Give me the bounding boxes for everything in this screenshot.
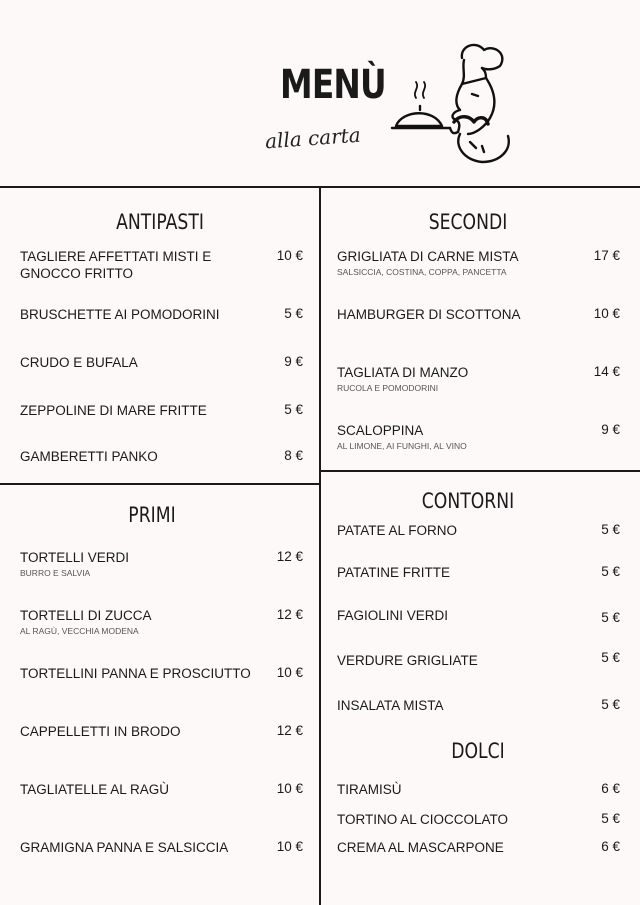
item-price: 10 € — [276, 781, 303, 796]
item-name: BRUSCHETTE AI POMODORINI — [20, 307, 220, 322]
item-description: SALSICCIA, COSTINA, COPPA, PANCETTA — [337, 267, 507, 277]
item-price: 12 € — [276, 723, 303, 738]
divider-vertical — [319, 186, 321, 905]
divider-left-middle — [0, 483, 319, 485]
list-item — [337, 422, 577, 452]
item-price: 6 € — [601, 839, 620, 854]
item-name: TORTINO AL CIOCCOLATO — [337, 812, 509, 827]
list-item — [337, 839, 577, 856]
section-title-dolci: DOLCI — [451, 739, 505, 763]
item-name: PATATE AL FORNO — [337, 523, 458, 538]
list-item — [20, 607, 260, 637]
item-description: RUCOLA E POMODORINI — [337, 383, 439, 393]
item-price: 5 € — [601, 564, 620, 579]
item-price: 5 € — [601, 697, 620, 712]
item-name: TORTELLI DI ZUCCA — [20, 608, 152, 623]
item-name: SCALOPPINA — [337, 423, 424, 438]
item-name: INSALATA MISTA — [337, 698, 444, 713]
item-name: CAPPELLETTI IN BRODO — [20, 724, 181, 739]
item-name: TORTELLINI PANNA E PROSCIUTTO — [20, 666, 251, 681]
list-item — [337, 364, 577, 394]
list-item — [337, 652, 577, 669]
list-item — [337, 781, 577, 798]
list-item — [337, 564, 577, 581]
list-item — [337, 306, 577, 323]
item-price: 10 € — [593, 306, 620, 321]
list-item — [20, 665, 260, 682]
list-item — [20, 839, 260, 856]
item-price: 8 € — [284, 448, 303, 463]
list-item — [337, 811, 577, 828]
item-price: 10 € — [276, 839, 303, 854]
item-price: 10 € — [276, 248, 303, 263]
item-name: CREMA AL MASCARPONE — [337, 840, 504, 855]
list-item — [20, 723, 260, 740]
list-item — [20, 354, 250, 371]
list-item — [20, 549, 260, 579]
item-name: TORTELLI VERDI — [20, 550, 130, 565]
list-item — [337, 697, 577, 714]
item-name: GRAMIGNA PANNA E SALSICCIA — [20, 840, 229, 855]
divider-right-middle — [319, 470, 640, 472]
item-name: FAGIOLINI VERDI — [337, 608, 449, 623]
menu-title: MENÙ — [280, 62, 386, 108]
list-item — [20, 402, 250, 419]
item-name: TIRAMISÙ — [337, 782, 402, 797]
list-item — [20, 448, 250, 465]
list-item — [20, 306, 250, 323]
list-item — [337, 607, 577, 624]
item-price: 17 € — [593, 248, 620, 263]
item-price: 5 € — [601, 811, 620, 826]
list-item — [337, 522, 577, 539]
item-name: TAGLIATA DI MANZO — [337, 365, 469, 380]
item-price: 5 € — [601, 650, 620, 665]
item-price: 5 € — [284, 402, 303, 417]
item-name: VERDURE GRIGLIATE — [337, 653, 478, 668]
menu-subtitle: alla carta — [264, 122, 362, 154]
chef-with-tray-icon — [390, 38, 518, 170]
item-name: HAMBURGER DI SCOTTONA — [337, 307, 521, 322]
section-title-secondi: SECONDI — [428, 210, 508, 234]
item-price: 5 € — [601, 610, 620, 625]
item-price: 9 € — [284, 354, 303, 369]
section-title-antipasti: ANTIPASTI — [116, 210, 204, 234]
section-title-contorni: CONTORNI — [421, 489, 515, 513]
item-name: TAGLIATELLE AL RAGÙ — [20, 782, 170, 797]
item-price: 12 € — [276, 549, 303, 564]
item-name: CRUDO E BUFALA — [20, 355, 138, 370]
item-price: 5 € — [601, 522, 620, 537]
list-item — [337, 248, 577, 278]
item-name: GAMBERETTI PANKO — [20, 449, 158, 464]
item-price: 9 € — [601, 422, 620, 437]
item-name: PATATINE FRITTE — [337, 565, 450, 580]
item-price: 10 € — [276, 665, 303, 680]
list-item — [20, 781, 260, 798]
item-price: 14 € — [593, 364, 620, 379]
item-price: 5 € — [284, 306, 303, 321]
item-description: BURRO E SALVIA — [20, 568, 91, 578]
item-description: AL LIMONE, AI FUNGHI, AL VINO — [337, 441, 467, 451]
item-price: 12 € — [276, 607, 303, 622]
item-name: ZEPPOLINE DI MARE FRITTE — [20, 403, 207, 418]
item-name: GRIGLIATA DI CARNE MISTA — [337, 249, 519, 264]
list-item — [20, 248, 250, 282]
section-title-primi: PRIMI — [128, 503, 176, 527]
item-description: AL RAGÙ, VECCHIA MODENA — [20, 626, 139, 636]
item-price: 6 € — [601, 781, 620, 796]
item-name: TAGLIERE AFFETTATI MISTI E GNOCCO FRITTO — [20, 249, 212, 281]
